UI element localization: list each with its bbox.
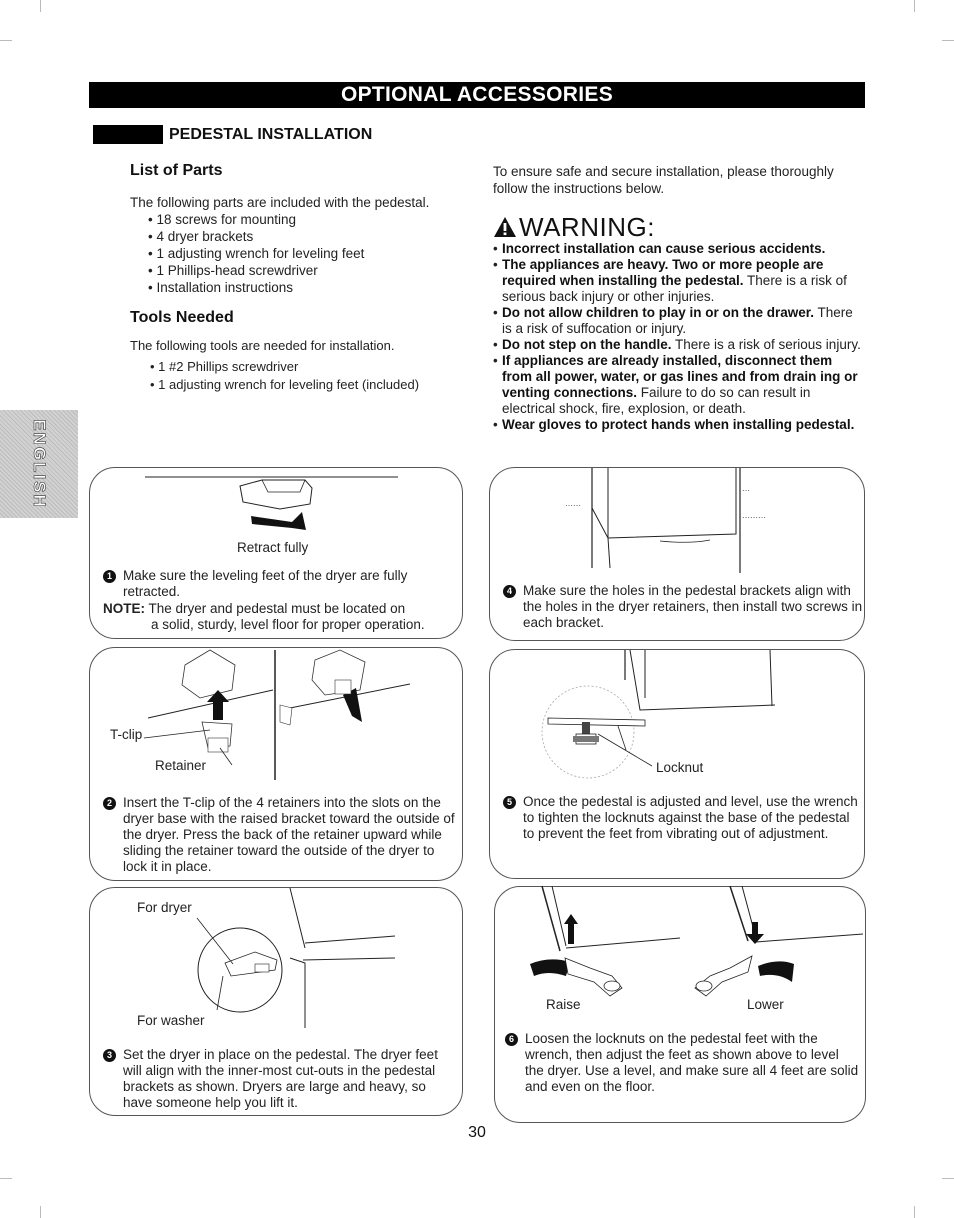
tools-list [150,358,419,394]
list-item: • 1 adjusting wrench for leveling feet [148,245,364,262]
step-number: 4 [503,585,516,598]
crop-mark [40,0,41,12]
warning-list [493,241,861,433]
svg-text:⋯⋯⋯: ⋯⋯⋯ [742,513,766,522]
list-item: • Do not allow children to play in or on the drawer. There is a risk of suffocation or injury. [493,305,861,337]
lower-label: Lower [747,997,784,1012]
retract-feet-illustration [140,472,410,542]
for-dryer-label: For dryer [137,900,192,915]
tools-needed-heading: Tools Needed [130,309,234,326]
page-number: 30 [468,1124,486,1141]
step-5-text: 5 Once the pedestal is adjusted and level, use the wrench to tighten the locknuts against the base of the pedestal to prevent the feet from vibrating out of adjustment. [503,794,858,810]
step-number: 3 [103,1049,116,1062]
step-number: 2 [103,797,116,810]
step-6-text: 6 Loosen the locknuts on the pedestal feet with the wrench, then adjust the feet as shown above to level the dryer. Use a level, and make sure all 4 feet are solid and even on the floor. [505,1031,860,1047]
svg-text:⋯: ⋯ [742,486,750,495]
list-item: • 4 dryer brackets [148,228,364,245]
retract-fully-label: Retract fully [237,540,309,555]
step-3-text: 3 Set the dryer in place on the pedestal. The dryer feet will align with the inner-most cut-outs in the pedestal brackets as shown. Dryers are large and heavy, so have someone help you lift it. [103,1047,458,1063]
step-1-text: 1 Make sure the leveling feet of the dryer are fully retracted. [103,568,453,584]
tools-needed-intro: The following tools are needed for installation. [130,338,395,353]
for-washer-label: For washer [137,1013,205,1028]
section-title-bar [93,125,163,144]
warning-title: WARNING: [519,212,655,242]
crop-mark [914,0,915,12]
list-item: • Installation instructions [148,279,364,296]
adjust-feet-illustration [530,886,865,1001]
step-4-text: 4 Make sure the holes in the pedestal brackets align with the holes in the dryer retainers, then install two screws in each bracket. [503,583,858,599]
list-item: • 18 screws for mounting [148,211,364,228]
list-item: • 1 adjusting wrench for leveling feet (included) [150,376,419,394]
step-number: 5 [503,796,516,809]
crop-mark [942,1178,954,1179]
safety-intro: To ensure safe and secure installation, please thoroughly follow the instructions below. [493,164,834,196]
step-number: 1 [103,570,116,583]
list-item: • Wear gloves to protect hands when installing pedestal. [493,417,861,433]
list-item: • Incorrect installation can cause serious accidents. [493,241,861,257]
list-of-parts-heading: List of Parts [130,162,223,179]
section-title: PEDESTAL INSTALLATION [169,126,373,143]
set-dryer-illustration [195,888,405,1038]
list-item: • 1 #2 Phillips screwdriver [150,358,419,376]
svg-text:⋯⋯: ⋯⋯ [565,501,581,510]
step-2-text: 2 Insert the T-clip of the 4 retainers into the slots on the dryer base with the raised bracket toward the outside of the dryer. Press the back of the retainer upward while sliding the retainer toward the outside of the dryer to lock it in place. [103,795,458,811]
parts-list [148,211,364,296]
step-1-note: NOTE: The dryer and pedestal must be located on a solid, sturdy, level floor for proper operation. [103,601,425,632]
list-item: • 1 Phillips-head screwdriver [148,262,364,279]
list-of-parts-intro: The following parts are included with the pedestal. [130,195,430,210]
warning-icon [493,216,517,238]
warning-heading [493,212,655,242]
crop-mark [0,1178,12,1179]
section-banner: OPTIONAL ACCESSORIES [89,82,865,108]
list-item: • Do not step on the handle. There is a risk of serious injury. [493,337,861,353]
crop-mark [0,40,12,41]
list-item: • The appliances are heavy. Two or more people are required when installing the pedestal. There is a risk of serious back injury or other injuries. [493,257,861,305]
t-clip-label: T-clip [110,727,143,742]
list-item: • If appliances are already installed, disconnect them from all power, water, or gas lines and from drain ing or venting connections. Failure to do so can result in electrical shock, fire, explosion, or death. [493,353,861,417]
language-tab-label: ENGLISH [30,419,49,509]
retainer-label: Retainer [155,758,207,773]
locknut-label: Locknut [656,760,704,775]
raise-label: Raise [546,997,581,1012]
crop-mark [942,40,954,41]
step-number: 6 [505,1033,518,1046]
crop-mark [914,1206,915,1218]
bracket-holes-illustration [560,468,790,578]
crop-mark [40,1206,41,1218]
